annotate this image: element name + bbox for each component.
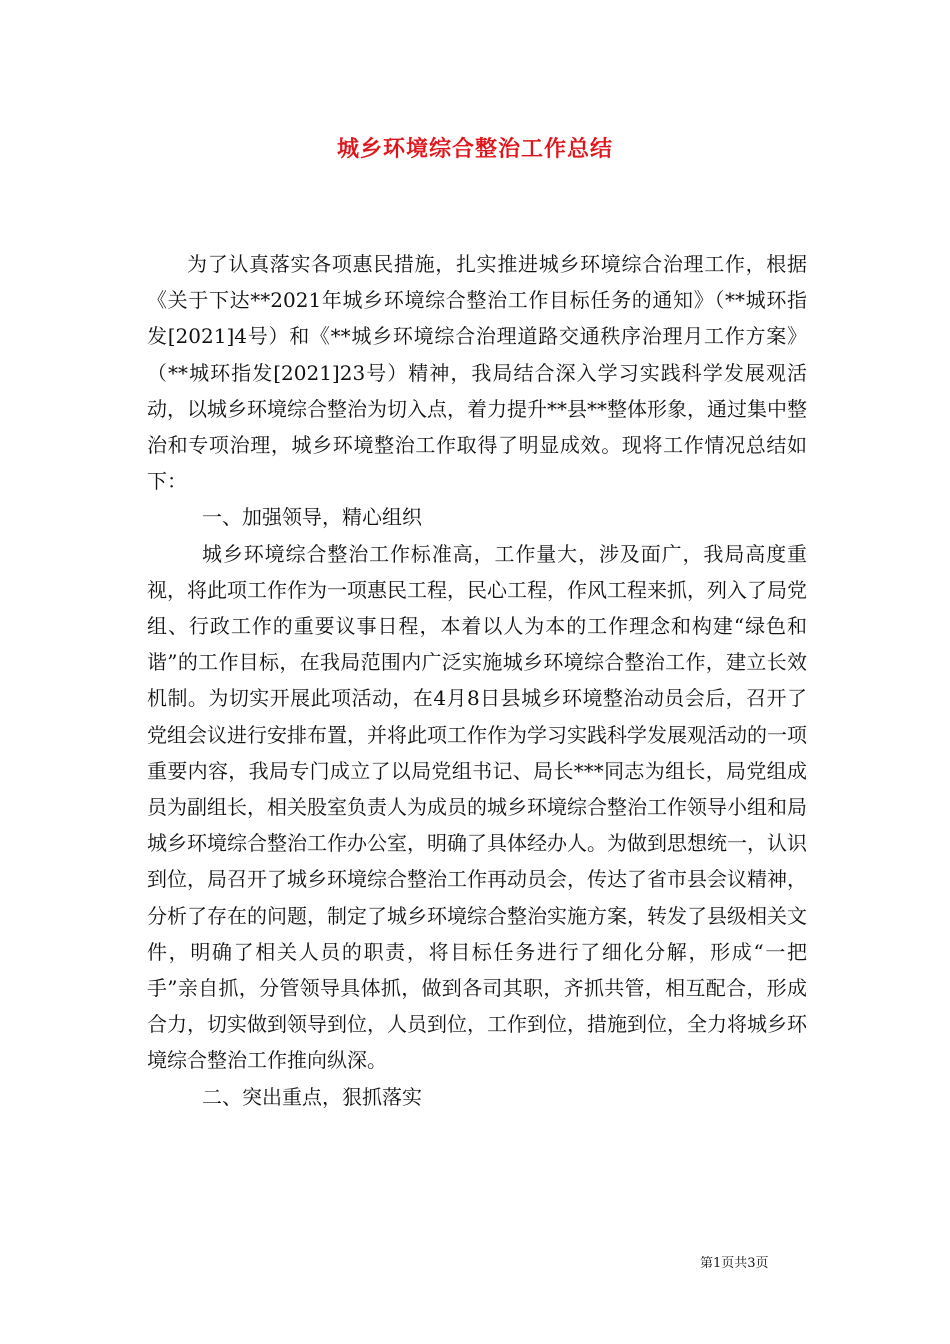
section-heading-1: 一、加强领导，精心组织 [202,505,422,530]
document-title: 城乡环境综合整治工作总结 [336,136,613,162]
section-1-paragraph: 城乡环境综合整治工作标准高，工作量大，涉及面广，我局高度重视，将此项工作作为一项惠民工程，民心工程，作风工程来抓，列入了局党组、行政工作的重要议事日程，本着以人为本的工作理念和构建“绿色和谐”的工作目标，在我局范围内广泛实施城乡环境综合整治工作，建立长效机制。为切实开展此项活动，在4月8日县城乡环境整治动员会后，召开了党组会议进行安排布置，并将此项工作作为学习实践科学发展观活动的一项重要内容，我局专门成立了以局党组书记、局长***同志为组长，局党组成员为副组长，相关股室负责人为成员的城乡环境综合整治工作领导小组和局城乡环境综合整治工作办公室，明确了具体经办人。为做到思想统一，认识到位，局召开了城乡环境综合整治工作再动员会，传达了省市县会议精神，分析了存在的问题，制定了城乡环境综合整治实施方案，转发了县级相关文件，明确了相关人员的职责，将目标任务进行了细化分解，形成“一把手”亲自抓，分管领导具体抓，做到各司其职，齐抓共管，相互配合，形成合力，切实做到领导到位，人员到位，工作到位，措施到位，全力将城乡环境综合整治工作推向纵深。 [147,541,807,1073]
page-number: 第1页共3页 [700,1256,769,1271]
intro-paragraph: 为了认真落实各项惠民措施，扎实推进城乡环境综合治理工作，根据《关于下达**2021年城乡环境综合整治工作目标任务的通知》（**城环指发[2021]4号）和《**城乡环境综合治理道路交通秩序治理月工作方案》（**城环指发[2021]23号）精神，我局结合深入学习实践科学发展观活动，以城乡环境综合整治为切入点，着力提升**县**整体形象，通过集中整治和专项治理，城乡环境整治工作取得了明显成效。现将工作情况总结如下： [147,252,807,494]
section-heading-2: 二、突出重点，狠抓落实 [202,1084,422,1109]
document-body [147,246,807,1115]
